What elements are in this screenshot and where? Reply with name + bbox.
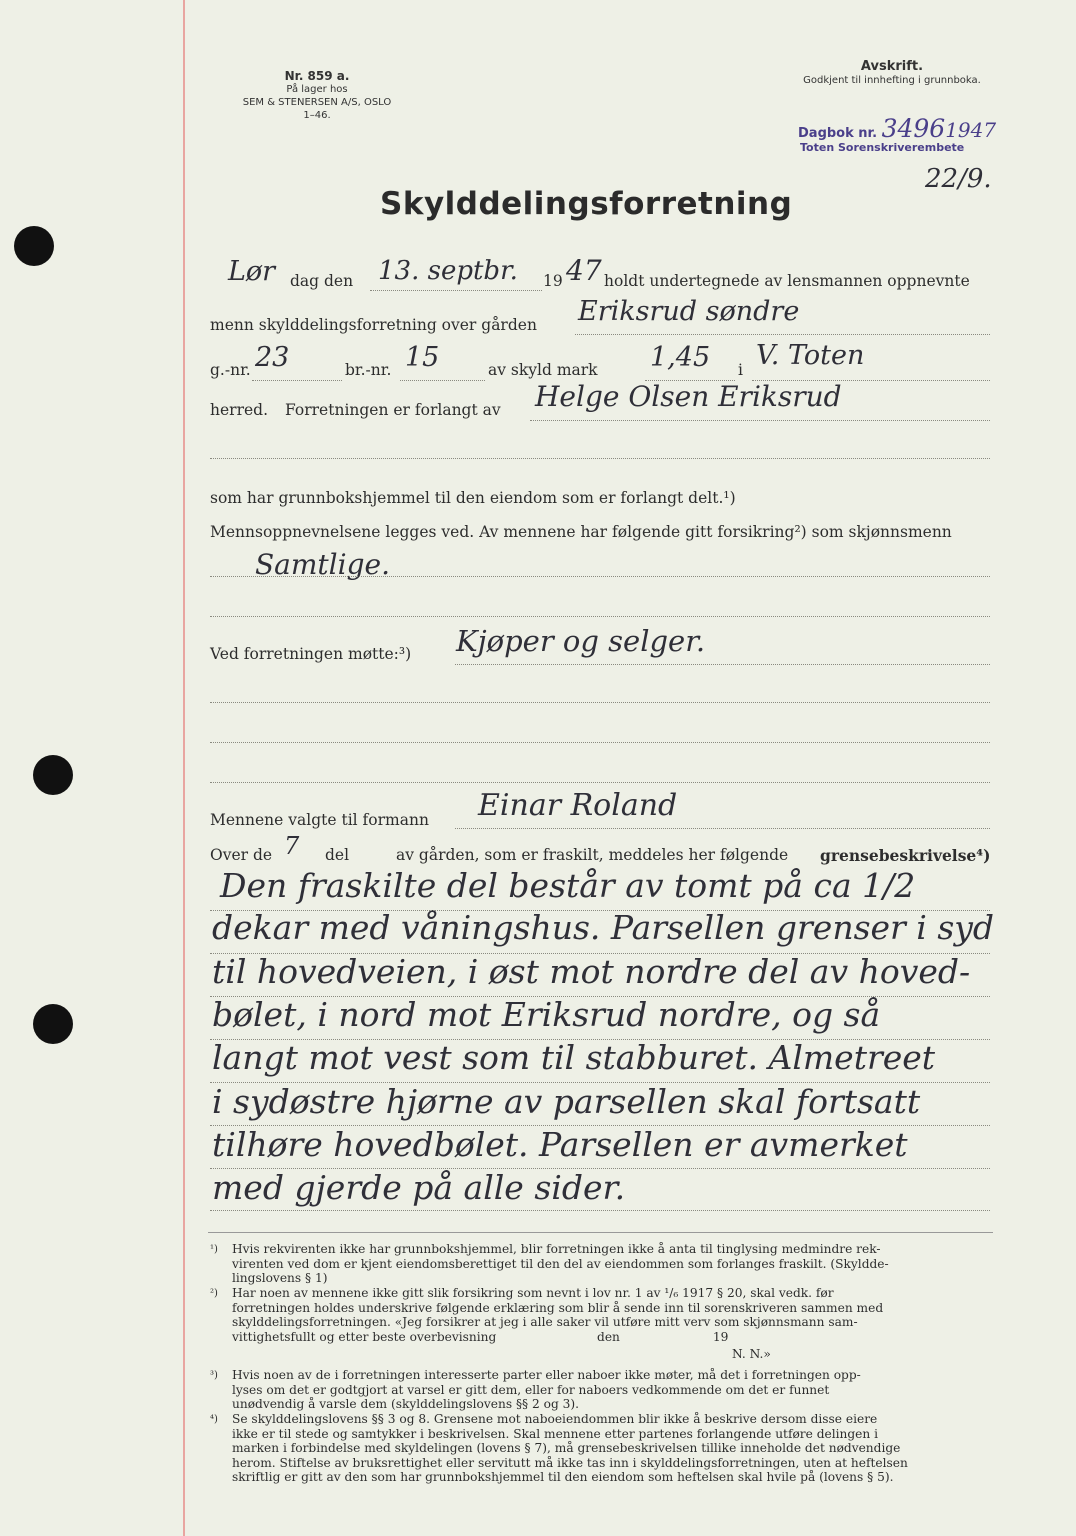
row1-text1: dag den bbox=[290, 272, 354, 290]
row10-text2: del bbox=[325, 846, 350, 864]
blank-rule-2 bbox=[210, 616, 990, 617]
footnote-2 bbox=[232, 1286, 883, 1344]
footnote-line: vittighetsfullt og etter beste overbevisning den 19 bbox=[232, 1329, 729, 1344]
footnote-1-number: ¹) bbox=[210, 1244, 218, 1255]
requester-rule bbox=[530, 420, 990, 421]
footnote-line: ikke er til stede og samtykker i beskrivelsen. Skal mennene etter partenes forlangende utføre delingen i bbox=[232, 1426, 878, 1441]
footnote-line: lyses om det er godtgjort at varsel er gitt dem, eller for naboers vedkommende om det er funnet bbox=[232, 1382, 830, 1397]
footnote-3 bbox=[232, 1368, 861, 1412]
description-line: bølet, i nord mot Eriksrud nordre, og så bbox=[212, 995, 881, 1034]
binder-hole-middle bbox=[33, 755, 73, 795]
date-rule bbox=[370, 290, 542, 291]
dagbok-label: Dagbok nr. bbox=[798, 126, 878, 141]
footnote-line: unødvendig å varsle dem (skylddelingslovens §§ 2 og 3). bbox=[232, 1397, 580, 1412]
description-rule bbox=[210, 1210, 990, 1211]
footnote-line: skylddelingsforretningen. «Jeg forsikrer at jeg i alle saker vil utføre mitt verv som skjønnsmann sam- bbox=[232, 1315, 858, 1330]
year-field: 47 bbox=[566, 254, 602, 287]
skjonnsmenn-field: Samtlige. bbox=[255, 548, 390, 581]
page-title: Skylddelingsforretning bbox=[380, 186, 793, 222]
row1-text2: 19 bbox=[543, 272, 563, 290]
description-rule bbox=[210, 953, 990, 954]
margin-line bbox=[183, 0, 185, 1536]
description-line: Den fraskilte del består av tomt på ca 1/2 bbox=[220, 866, 916, 905]
description-rule bbox=[210, 1082, 990, 1083]
footnote-line: Hvis noen av de i forretningen interesserte parter eller naboer ikke møter, må det i forretningen opp- bbox=[232, 1368, 861, 1382]
footnote-line: herom. Stiftelse av bruksrettighet eller servitutt må ikke tas inn i skylddelingsforretningen, uten at heftelsen bbox=[232, 1455, 908, 1470]
description-rule bbox=[210, 1168, 990, 1169]
row4-text1: herred. bbox=[210, 401, 268, 419]
footnote-line: Se skylddelingslovens §§ 3 og 8. Grensene mot naboeiendommen blir ikke å beskrive dersom disse eiere bbox=[232, 1412, 878, 1426]
row10-text4: grensebeskrivelse⁴) bbox=[820, 846, 991, 865]
i-label: i bbox=[738, 361, 743, 379]
footnote-line: skriftlig er gitt av den som har grunnbokshjemmel til den eiendom som heftelsen skal hvile på (lovens § 5). bbox=[232, 1470, 894, 1485]
footnote-1 bbox=[232, 1242, 889, 1286]
dagbok-year: 1947 bbox=[945, 118, 997, 142]
blank-rule-1 bbox=[210, 458, 990, 459]
blank-rule-3 bbox=[210, 702, 990, 703]
row2-text: menn skylddelingsforretning over gården bbox=[210, 316, 537, 334]
footnote-line: lingslovens § 1) bbox=[232, 1271, 328, 1286]
footnote-4 bbox=[232, 1412, 908, 1485]
printer-info bbox=[242, 70, 392, 122]
footnote-line: virenten ved dom er kjent eiendomsberettiget til den del av eiendommen som forlanges fraskilt. (Skyldde- bbox=[232, 1256, 889, 1271]
bnr-field: 15 bbox=[405, 342, 440, 373]
row10-text1: Over de bbox=[210, 846, 273, 864]
printer-date: 1–46. bbox=[303, 110, 331, 121]
requester-field: Helge Olsen Eriksrud bbox=[535, 380, 842, 413]
description-line: til hovedveien, i øst mot nordre del av hoved- bbox=[212, 952, 971, 991]
bnr-rule bbox=[400, 380, 485, 381]
dagbok-stamp bbox=[798, 114, 996, 143]
description-line: i sydøstre hjørne av parsellen skal fortsatt bbox=[212, 1082, 921, 1121]
attendees-field: Kjøper og selger. bbox=[456, 624, 706, 658]
description-rule bbox=[210, 910, 990, 911]
row4-text2: Forretningen er forlangt av bbox=[285, 401, 501, 419]
description-rule bbox=[210, 1125, 990, 1126]
footnote-line: Har noen av mennene ikke gitt slik forsikring som nevnt i lov nr. 1 av ¹/₆ 1917 § 20, skal vedk. før bbox=[232, 1286, 834, 1300]
footnote-line: Hvis rekvirenten ikke har grunnbokshjemmel, blir forretningen ikke å anta til tinglysing medmindre rek- bbox=[232, 1242, 881, 1256]
farm-field: Eriksrud søndre bbox=[578, 296, 800, 327]
row6-text: Mennsoppnevnelsene legges ved. Av mennene har følgende gitt forsikring²) som skjønnsmenn bbox=[210, 523, 952, 541]
dagbok-number: 3496 bbox=[881, 114, 946, 143]
description-line: langt mot vest som til stabburet. Almetreet bbox=[212, 1038, 936, 1077]
description-line: med gjerde på alle sider. bbox=[212, 1168, 626, 1207]
skjonnsmenn-rule bbox=[210, 576, 990, 577]
footnote-separator bbox=[208, 1232, 993, 1233]
row10-text3: av gården, som er fraskilt, meddeles her følgende bbox=[396, 846, 789, 864]
footnote-line: marken i forbindelse med skyldelingen (lovens § 7), må grensebeskrivelsen tillike inneholde det nødvendige bbox=[232, 1441, 901, 1456]
description-line: dekar med våningshus. Parsellen grenser i syd bbox=[212, 908, 995, 947]
footnote-2-number: ²) bbox=[210, 1288, 218, 1299]
description-rule bbox=[210, 996, 990, 997]
blank-rule-5 bbox=[210, 782, 990, 783]
footnote-nn: N. N.» bbox=[732, 1347, 771, 1361]
binder-hole-top bbox=[14, 226, 54, 266]
footnote-line: forretningen holdes underskrive følgende erklæring som blir å sende inn til sorenskriveren sammen med bbox=[232, 1300, 884, 1315]
footnote-4-number: ⁴) bbox=[210, 1414, 218, 1425]
gnr-rule bbox=[252, 380, 342, 381]
form-number: Nr. 859 a. bbox=[284, 69, 350, 83]
skyld-field: 1,45 bbox=[650, 342, 711, 373]
fraction-field: 7 bbox=[284, 832, 300, 860]
kommune-field: V. Toten bbox=[756, 340, 865, 371]
printer-line2: SEM & STENERSEN A/S, OSLO bbox=[242, 97, 392, 108]
row5-text: som har grunnbokshjemmel til den eiendom som er forlangt delt.¹) bbox=[210, 489, 736, 507]
date-note: 22/9. bbox=[925, 164, 992, 194]
weekday-field: Lør bbox=[228, 256, 276, 287]
footnote-3-number: ³) bbox=[210, 1370, 218, 1381]
avskrift-note: Godkjent til innhefting i grunnboka. bbox=[803, 75, 981, 86]
bnr-label: br.-nr. bbox=[345, 361, 392, 379]
avskrift-block bbox=[782, 60, 1002, 88]
row8-text: Ved forretningen møtte:³) bbox=[210, 645, 412, 663]
description-line: tilhøre hovedbølet. Parsellen er avmerket bbox=[212, 1125, 908, 1164]
avskrift-title: Avskrift. bbox=[860, 59, 924, 74]
description-rule bbox=[210, 1039, 990, 1040]
chairman-field: Einar Roland bbox=[478, 788, 678, 823]
attendees-rule bbox=[455, 664, 990, 665]
date-field: 13. septbr. bbox=[378, 256, 518, 286]
gnr-label: g.-nr. bbox=[210, 361, 251, 379]
chairman-rule bbox=[455, 828, 990, 829]
printer-line1: På lager hos bbox=[286, 84, 348, 95]
row9-text: Mennene valgte til formann bbox=[210, 811, 429, 829]
blank-rule-4 bbox=[210, 742, 990, 743]
row1-text3: holdt undertegnede av lensmannen oppnevnte bbox=[604, 272, 970, 290]
office-stamp: Toten Sorenskriverembete bbox=[800, 141, 965, 154]
skyld-label: av skyld mark bbox=[488, 361, 598, 379]
gnr-field: 23 bbox=[255, 342, 290, 373]
farm-rule bbox=[575, 334, 990, 335]
binder-hole-bottom bbox=[33, 1004, 73, 1044]
